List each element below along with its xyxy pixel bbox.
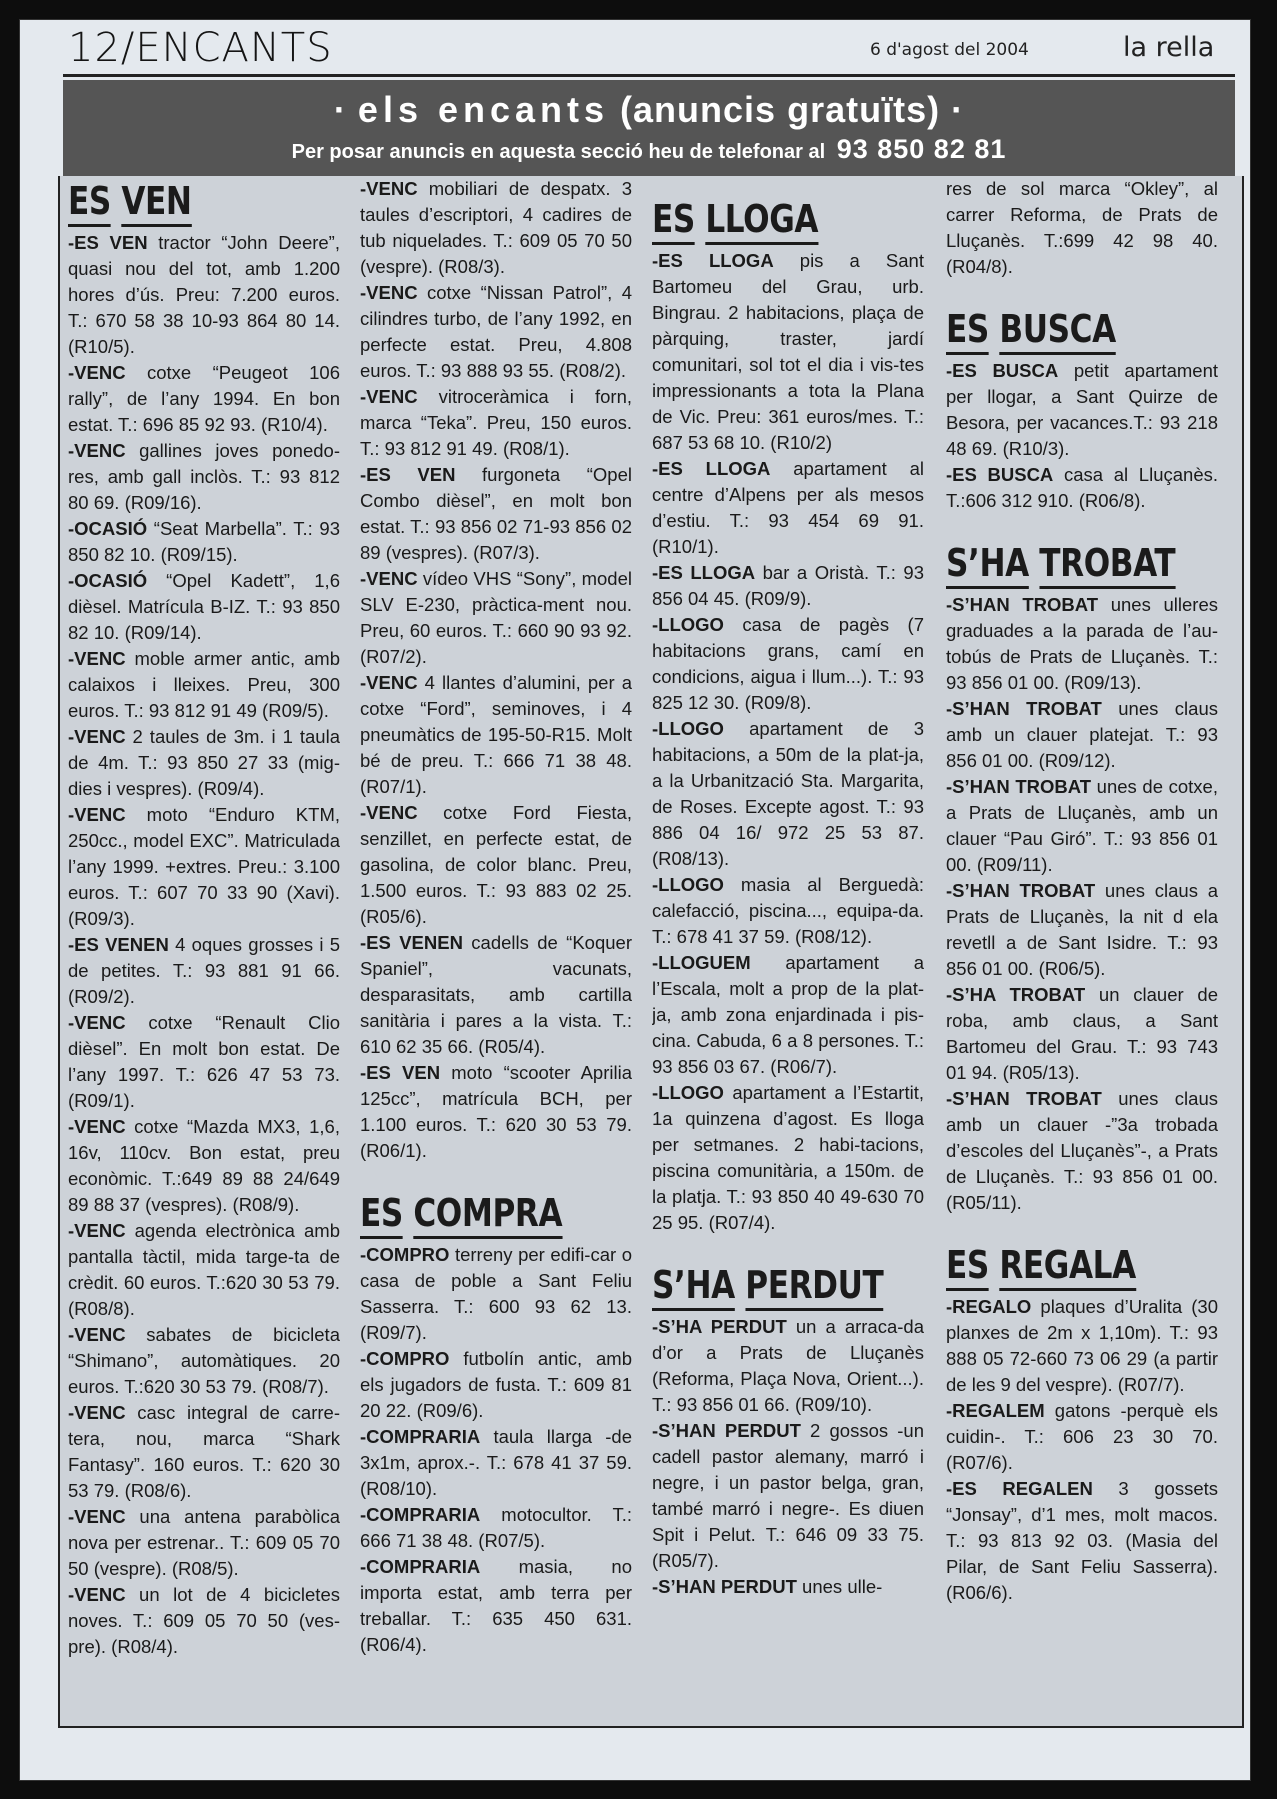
ad-lead: -ES LLOGA [652,562,756,583]
classified-ad [360,462,632,566]
section-title-word: TROBAT [1039,541,1175,589]
classified-ad [360,1060,632,1164]
classified-ad [68,568,340,646]
classified-ad [946,1086,1218,1216]
ad-lead: -VENC [68,1402,126,1423]
section-title-word: S’HA [946,541,1029,589]
ad-lead: -OCASIÓ [68,518,148,539]
classified-ad [946,878,1218,982]
ad-lead: -S’HAN PERDUT [652,1420,801,1441]
ad-lead: -S’HA TROBAT [946,984,1086,1005]
ad-lead: -COMPRO [360,1348,450,1369]
ad-text: petit apartament per llogar, a Sant Quirze de Besora, per vacances.T.: 93 218 48 69. (R10/3). [946,360,1218,459]
ad-lead: -ES VEN [68,232,148,253]
classified-ad [652,1314,924,1418]
classified-ad [360,384,632,462]
ad-lead: -VENC [360,282,418,303]
classified-ad [652,1574,924,1600]
ad-text: plaques d’Uralita (30 planxes de 2m x 1,10m). T.: 93 888 05 72-660 73 06 29 (a partir de les 9 del vespre). (R07/7). [946,1296,1218,1395]
ad-text: apartament al centre d’Alpens per als mesos d’estiu. T.: 93 454 69 91. (R10/1). [652,458,924,557]
ad-text: unes claus a Prats de Lluçanès, la nit d ela revetll a de Sant Isidre. T.: 93 856 01 00. (R06/5). [946,880,1218,979]
classified-ad [652,612,924,716]
ad-text: apartament a l’Estartit, 1a quinzena d’agost. Es lloga per setmanes. 2 habi-tacions, piscina comunitària, a 150m. de la platja. T.: 93 850 40 49-630 70 25 95. (R07/4). [652,1082,924,1233]
ad-lead: -VENC [68,1220,126,1241]
column-3 [652,176,924,1726]
banner-phone: 93 850 82 81 [836,134,1007,164]
section-title [946,540,1176,586]
classified-ad [652,248,924,456]
classified-ad [360,800,632,930]
classified-ad [360,566,632,670]
section-title-word: PERDUT [745,1263,883,1311]
classified-ad [946,982,1218,1086]
ad-text: cotxe “Renault Clio dièsel”. En molt bon estat. De l’any 1997. T.: 626 47 53 73. (R09/1). [68,1012,340,1111]
ad-lead: -VENC [68,1506,126,1527]
banner-title [63,80,1235,130]
ad-text: gatons -perquè els cuidin-. T.: 606 23 30 70. (R07/6). [946,1400,1218,1473]
ad-text: casc integral de carre-tera, nou, marca “Shark Fantasy”. 160 euros. T.: 620 30 53 79. (R08/6). [68,1402,340,1501]
bullet-right: · [951,89,965,130]
ad-lead: -REGALO [946,1296,1032,1317]
column-1 [68,176,340,1726]
ad-text: apartament de 3 habitacions, a 50m de la plat-ja, a la Urbanització Sta. Margarita, de Roses. Excepte agost. T.: 93 886 04 16/ 972 25 53 87. (R08/13). [652,718,924,869]
classified-ad [946,1398,1218,1476]
classified-ad [946,696,1218,774]
classified-ad [360,1502,632,1554]
ad-text: sabates de bicicleta “Shimano”, automàtiques. 20 euros. T.:620 30 53 79. (R08/7). [68,1324,340,1397]
ad-text: moto “scooter Aprilia 125cc”, matrícula BCH, per 1.100 euros. T.: 620 30 53 79. (R06/1). [360,1062,632,1161]
ad-text: gallines joves ponedo-res, amb gall inclòs. T.: 93 812 80 69. (R09/16). [68,440,340,513]
ad-lead: -S’HA PERDUT [652,1316,787,1337]
classified-ad [946,1476,1218,1606]
ad-lead: -LLOGUEM [652,952,751,973]
ad-text: moto “Enduro KTM, 250cc., model EXC”. Matriculada l’any 1999. +extres. Preu.: 3.100 euros. T.: 607 70 33 90 (Xavi). (R09/3). [68,804,340,929]
section-title [652,196,875,242]
ad-lead: -ES VENEN [360,932,463,953]
classified-ad [68,1114,340,1218]
ad-text: una antena parabòlica nova per estrenar.. T.: 609 05 70 50 (vespre). (R08/5). [68,1506,340,1579]
ad-text: furgoneta “Opel Combo dièsel”, en molt bon estat. T.: 93 856 02 71-93 856 02 89 (vespres). (R07/3). [360,464,632,563]
ad-lead: -LLOGO [652,614,724,635]
ad-lead: -ES VEN [360,1062,441,1083]
ad-lead: -ES BUSCA [946,464,1054,485]
ad-text: 2 taules de 3m. i 1 taula de 4m. T.: 93 850 27 33 (mig-dies i vespres). (R09/4). [68,726,340,799]
classified-ad [652,1418,924,1574]
ad-text: un a arraca-da d’or a Prats de Lluçanès (Reforma, Plaça Nova, Orient...). T.: 93 856 01 66. (R09/10). [652,1316,924,1415]
ad-lead: -VENC [360,386,418,407]
ad-lead: -VENC [68,804,126,825]
banner-title-main: els encants [357,89,610,130]
section-title-word: S’HA [652,1263,735,1311]
ad-lead: -ES BUSCA [946,360,1059,381]
classified-ad [652,950,924,1080]
ad-lead: -VENC [68,1116,126,1137]
section-title [652,1262,884,1308]
classified-ad [946,176,1218,280]
ad-lead: -S’HAN TROBAT [946,1088,1102,1109]
classified-ad [68,1218,340,1322]
classified-ad [68,724,340,802]
column-4 [946,176,1218,1726]
ad-lead: -REGALEM [946,1400,1045,1421]
ad-text: tractor “John Deere”, quasi nou del tot, amb 1.200 hores d’ús. Preu: 7.200 euros. T.: 670 58 38 10-93 864 80 14. (R10/5). [68,232,340,357]
classified-ad [946,774,1218,878]
ad-lead: -S’HAN TROBAT [946,880,1096,901]
ad-lead: -S’HAN TROBAT [946,594,1099,615]
classified-ad [68,932,340,1010]
classified-ad [68,646,340,724]
section-title-word: REGALA [999,1243,1135,1291]
ad-lead: -VENC [68,1324,126,1345]
classified-ad [68,1010,340,1114]
ad-text: motocultor. T.: 666 71 38 48. (R07/5). [360,1504,632,1551]
ad-text: cotxe “Peugeot 106 rally”, de l’any 1994. En bon estat. T.: 696 85 92 93. (R10/4). [68,362,340,435]
ad-text: casa al Lluçanès. T.:606 312 910. (R06/8). [946,464,1218,511]
ad-lead: -ES LLOGA [652,250,774,271]
section-title-word: ES [360,1191,403,1239]
ad-text: 4 oques grosses i 5 de petites. T.: 93 881 91 66. (R09/2). [68,934,340,1007]
classified-ad [68,1400,340,1504]
section-title [68,178,291,224]
classified-ad [946,462,1218,514]
ad-text: 2 gossos -un cadell pastor alemany, marró i negre, i un pastor belga, gran, també marró i negre-. Es diuen Spit i Pelut. T.: 646 09 33 75. (R05/7). [652,1420,924,1571]
ad-lead: -VENC [360,802,418,823]
ad-text: cotxe “Mazda MX3, 1,6, 16v, 110cv. Bon estat, preu econòmic. T.:649 89 88 24/649 89 88 37 (vespres). (R08/9). [68,1116,340,1215]
classified-ad [68,1582,340,1660]
ad-text: unes claus amb un clauer platejat. T.: 93 856 01 00. (R09/12). [946,698,1218,771]
ad-lead: -VENC [68,1012,126,1033]
ad-text: unes claus amb un clauer -”3a trobada d’escoles del Lluçanès”-, a Prats de Lluçanès. T.: 93 856 01 00. (R05/11). [946,1088,1218,1213]
ad-lead: -LLOGO [652,874,724,895]
ad-text: vitroceràmica i forn, marca “Teka”. Preu, 150 euros. T.: 93 812 91 49. (R08/1). [360,386,632,459]
classified-ad [652,456,924,560]
ad-text: vídeo VHS “Sony”, model SLV E-230, pràctica-ment nou. Preu, 60 euros. T.: 660 90 93 92. (R07/2). [360,568,632,667]
section-title-word: BUSCA [999,307,1115,355]
ad-text: moble armer antic, amb calaixos i lleixes. Preu, 300 euros. T.: 93 812 91 49 (R09/5). [68,648,340,721]
classified-ad [68,360,340,438]
ad-lead: -ES VEN [360,464,456,485]
classified-ad [652,716,924,872]
ad-text: terreny per edifi-car o casa de poble a Sant Feliu Sasserra. T.: 600 93 62 13. (R09/7). [360,1244,632,1343]
ad-lead: -VENC [360,568,418,589]
newspaper-name: la rella [1123,32,1215,63]
issue-date: 6 d'agost del 2004 [870,40,1029,60]
ad-text: taula llarga -de 3x1m, aprox.-. T.: 678 41 37 59. (R08/10). [360,1426,632,1499]
ad-text: unes de cotxe, a Prats de Lluçanès, amb un clauer “Pau Giró”. T.: 93 856 01 00. (R09/11). [946,776,1218,875]
header-rule [63,74,1235,77]
classified-ad [68,1322,340,1400]
ad-lead: -S’HAN PERDUT [652,1576,797,1597]
ad-lead: -VENC [360,672,418,693]
ad-text: bar a Oristà. T.: 93 856 04 45. (R09/9). [652,562,924,609]
classified-ad [68,438,340,516]
classified-ad [946,1294,1218,1398]
classified-ad [360,930,632,1060]
classified-ad [360,1424,632,1502]
ad-text: cotxe “Nissan Patrol”, 4 cilindres turbo, de l’any 1992, en perfecte estat. Preu, 4.808 euros. T.: 93 888 93 55. (R08/2). [360,282,632,381]
ad-text: pis a Sant Bartomeu del Grau, urb. Bingrau. 2 habitacions, plaça de pàrquing, traster, jardí comunitari, sol tot el dia i vis-tes impressionants a tota la Plana de Vic. Preu: 361 euros/mes. T.: 687 53 68 10. (R10/2) [652,250,924,453]
section-title [946,1242,1169,1288]
section-heading: 12/ENCANTS [68,25,333,71]
ad-text: un clauer de roba, amb claus, a Sant Bartomeu del Grau. T.: 93 743 01 94. (R05/13). [946,984,1218,1083]
classified-ad [946,592,1218,696]
section-title-word: COMPRA [413,1191,562,1239]
ad-text: 3 gossets “Jonsay”, d’1 mes, molt macos. T.: 93 813 92 03. (Masia del Pilar, de Sant Feliu Sasserra). (R06/6). [946,1478,1218,1603]
classified-ad [360,1242,632,1346]
classified-ad [360,280,632,384]
ad-text: agenda electrònica amb pantalla tàctil, mida targe-ta de crèdit. 60 euros. T.:620 30 53 79. (R08/8). [68,1220,340,1319]
ad-lead: -OCASIÓ [68,570,148,591]
classifieds-body [58,176,1244,1728]
classified-ad [360,1554,632,1658]
ad-text: cadells de “Koquer Spaniel”, vacunats, desparasitats, amb cartilla sanitària i pares a la vista. T.: 610 62 35 66. (R05/4). [360,932,632,1057]
ad-text: “Seat Marbella”. T.: 93 850 82 10. (R09/15). [68,518,340,565]
ad-text: apartament a l’Escala, molt a prop de la plat-ja, amb zona enjardinada i pis-cina. Cabuda, 6 a 8 persones. T.: 93 856 03 67. (R06/7). [652,952,924,1077]
ad-lead: -COMPRARIA [360,1556,481,1577]
ad-text: unes ulle- [796,1576,883,1597]
section-title-word: ES [946,307,989,355]
ad-lead: -COMPRO [360,1244,450,1265]
ad-lead: -VENC [68,1584,126,1605]
section-title-word: ES [652,197,695,245]
ad-lead: -COMPRARIA [360,1504,481,1525]
ad-lead: -S’HAN TROBAT [946,776,1092,797]
classifieds-banner [63,80,1235,176]
classified-ad [652,872,924,950]
banner-title-paren: (anuncis gratuïts) [620,89,941,130]
ad-lead: -VENC [68,362,126,383]
ad-text: masia, no importa estat, amb terra per treballar. T.: 635 450 631. (R06/4). [360,1556,632,1655]
ad-lead: -LLOGO [652,1082,724,1103]
classified-ad [68,1504,340,1582]
ad-lead: -VENC [68,440,126,461]
ad-text: “Opel Kadett”, 1,6 dièsel. Matrícula B-IZ. T.: 93 850 82 10. (R09/14). [68,570,340,643]
ad-lead: -S’HAN TROBAT [946,698,1102,719]
classified-ad [360,176,632,280]
classified-ad [652,1080,924,1236]
ad-lead: -VENC [360,178,418,199]
newspaper-page [20,20,1250,1780]
ad-text: mobiliari de despatx. 3 taules d’escriptori, 4 cadires de tub niquelades. T.: 609 05 70 50 (vespre). (R08/3). [360,178,632,277]
ad-text: casa de pagès (7 habitacions grans, camí en condicions, aigua i llum...). T.: 93 825 12 30. (R09/8). [652,614,924,713]
ad-lead: -ES REGALEN [946,1478,1093,1499]
classified-ad [360,670,632,800]
ad-text: res de sol marca “Okley”, al carrer Reforma, de Prats de Lluçanès. T.:699 42 98 40. (R04/8). [946,178,1218,277]
section-title-word: VEN [121,179,191,227]
ad-lead: -VENC [68,726,126,747]
classified-ad [360,1346,632,1424]
column-2 [360,176,632,1726]
ad-lead: -ES VENEN [68,934,169,955]
banner-instructions: Per posar anuncis en aquesta secció heu de telefonar al [291,141,826,163]
section-title-word: ES [946,1243,989,1291]
ad-lead: -VENC [68,648,126,669]
classified-ad [68,516,340,568]
classified-ad [652,560,924,612]
section-title-word: LLOGA [705,197,818,245]
banner-subtitle [63,134,1235,165]
ad-text: un lot de 4 bicicletes noves. T.: 609 05 70 50 (ves-pre). (R08/4). [68,1584,340,1657]
ad-lead: -LLOGO [652,718,724,739]
section-title [946,306,1169,352]
ad-text: cotxe Ford Fiesta, senzillet, en perfecte estat, de gasolina, de color blanc. Preu, 1.500 euros. T.: 93 883 02 25. (R05/6). [360,802,632,927]
ad-lead: -COMPRARIA [360,1426,481,1447]
bullet-left: · [333,89,347,130]
ad-text: masia al Berguedà: calefacció, piscina..., equipa-da. T.: 678 41 37 59. (R08/12). [652,874,924,947]
classified-ad [68,802,340,932]
classified-ad [946,358,1218,462]
ad-lead: -ES LLOGA [652,458,771,479]
section-title-word: ES [68,179,111,227]
ad-text: 4 llantes d’alumini, per a cotxe “Ford”, seminoves, i 4 pneumàtics de 195-50-R15. Molt bé de preu. T.: 666 71 38 48. (R07/1). [360,672,632,797]
ad-text: futbolín antic, amb els jugadors de fusta. T.: 609 81 20 22. (R09/6). [360,1348,632,1421]
section-title [360,1190,583,1236]
classified-ad [68,230,340,360]
ad-text: unes ulleres graduades a la parada de l’au-tobús de Prats de Lluçanès. T.: 93 856 01 00. (R09/13). [946,594,1218,693]
